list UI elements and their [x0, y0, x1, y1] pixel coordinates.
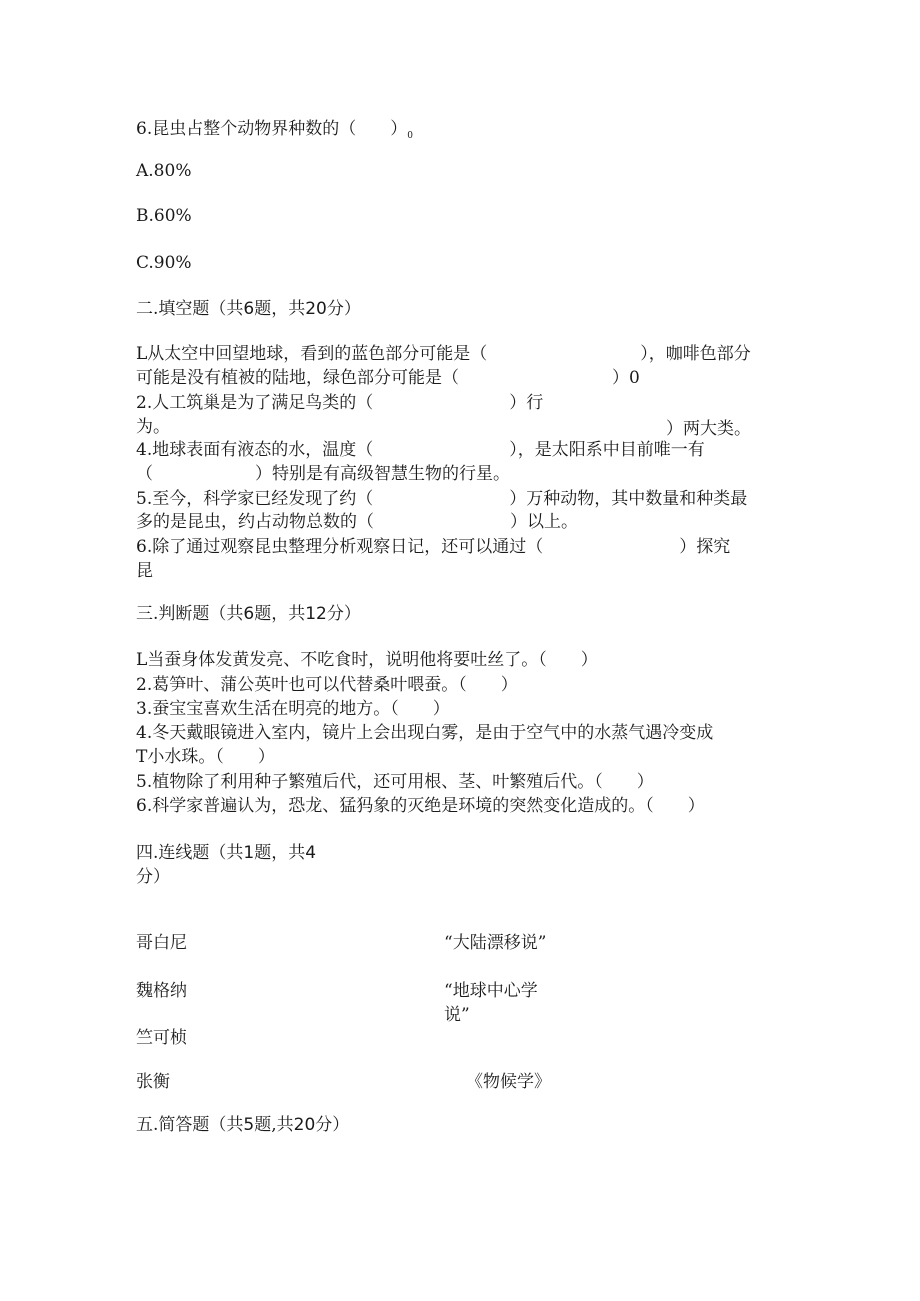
- q6-stem-text: 6.昆虫占整个动物界种数的（ ）: [136, 119, 408, 139]
- match-left-item: 竺可桢: [136, 1028, 187, 1048]
- section3-title-end: 分）: [326, 604, 361, 624]
- match-right-item: 说”: [444, 1005, 470, 1025]
- match-left-item: 哥白尼: [136, 933, 187, 953]
- section4-score: 4: [305, 843, 317, 863]
- s2-line: （ ）特别是有高级智慧生物的行星。: [136, 464, 510, 484]
- match-right-item: “地球中心学: [444, 981, 538, 1001]
- s3-line: 4.冬天戴眼镜进入室内，镜片上会出现白雾，是由于空气中的水蒸气遇冷变成: [136, 723, 714, 743]
- section3-score: 12: [305, 604, 327, 624]
- s2-line: 昆: [136, 561, 153, 581]
- section2-title-mid: 题，共: [254, 299, 306, 319]
- section2-title-prefix: 二.填空题（共: [136, 299, 244, 319]
- match-right-item: “大陆漂移说”: [444, 933, 547, 953]
- q6-option-a: A.80%: [136, 161, 192, 181]
- s3-line: 3.蚕宝宝喜欢生活在明亮的地方。（ ）: [136, 699, 450, 719]
- match-right-item: 《物候学》: [466, 1072, 551, 1092]
- section5-title-prefix: 五.简答题（共: [136, 1115, 244, 1135]
- section3-title-prefix: 三.判断题（共: [136, 604, 244, 624]
- s3-line: 6.科学家普遍认为，恐龙、猛犸象的灭绝是环境的突然变化造成的。（ ）: [136, 796, 705, 816]
- section4-count: 1: [243, 843, 255, 863]
- section5-title-mid: 题,共: [254, 1115, 294, 1135]
- section2-title: [136, 298, 361, 320]
- section3-title-mid: 题，共: [254, 604, 306, 624]
- s2-line: 2.人工筑巢是为了满足鸟类的（ ）行: [136, 393, 544, 413]
- s3-line: L当蚕身体发黄发亮、不吃食时，说明他将要吐丝了。（ ）: [136, 650, 598, 670]
- section2-count: 6: [243, 299, 255, 319]
- s2-line: 可能是没有植被的陆地，绿色部分可能是（ ）0: [136, 368, 640, 388]
- section5-score: 20: [293, 1115, 316, 1135]
- q6-option-c: C.90%: [136, 253, 192, 273]
- section5-title: [136, 1114, 349, 1136]
- s3-line: 2.葛笋叶、蒲公英叶也可以代替桑叶喂蚕。（ ）: [136, 675, 518, 695]
- s2-line: 4.地球表面有液态的水，温度（ ），是太阳系中目前唯一有: [136, 440, 705, 460]
- section2-title-end: 分）: [326, 299, 361, 319]
- q6-option-b: B.60%: [136, 206, 192, 226]
- section4-title-line2: 分）: [136, 867, 170, 887]
- s2-line: 多的是昆虫，约占动物总数的（ ）以上。: [136, 512, 578, 532]
- s3-line: T小水珠。（ ）: [136, 747, 275, 767]
- match-left-item: 张衡: [136, 1072, 170, 1092]
- match-left-item: 魏格纳: [136, 981, 187, 1001]
- section4-title-prefix: 四.连线题（共: [136, 843, 244, 863]
- s2-line: 为。: [136, 417, 170, 437]
- s2-line: ）两大类。: [666, 419, 751, 439]
- s2-line: L从太空中回望地球，看到的蓝色部分可能是（ ），咖啡色部分: [136, 344, 751, 364]
- section5-count: 5: [243, 1115, 255, 1135]
- q6-stem-mark: 0: [407, 131, 413, 141]
- s2-line: 6.除了通过观察昆虫整理分析观察日记，还可以通过（ ）探究: [136, 537, 731, 557]
- section5-title-end: 分）: [315, 1115, 350, 1135]
- section3-title: [136, 603, 361, 625]
- section4-title-mid: 题，共: [254, 843, 306, 863]
- s2-line: 5.至今，科学家已经发现了约（ ）万种动物，其中数量和种类最: [136, 489, 748, 509]
- s3-line: 5.植物除了利用种子繁殖后代，还可用根、茎、叶繁殖后代。（ ）: [136, 772, 654, 792]
- q6-stem: [136, 118, 413, 147]
- section3-count: 6: [243, 604, 255, 624]
- section4-title: [136, 842, 316, 864]
- section2-score: 20: [305, 299, 327, 319]
